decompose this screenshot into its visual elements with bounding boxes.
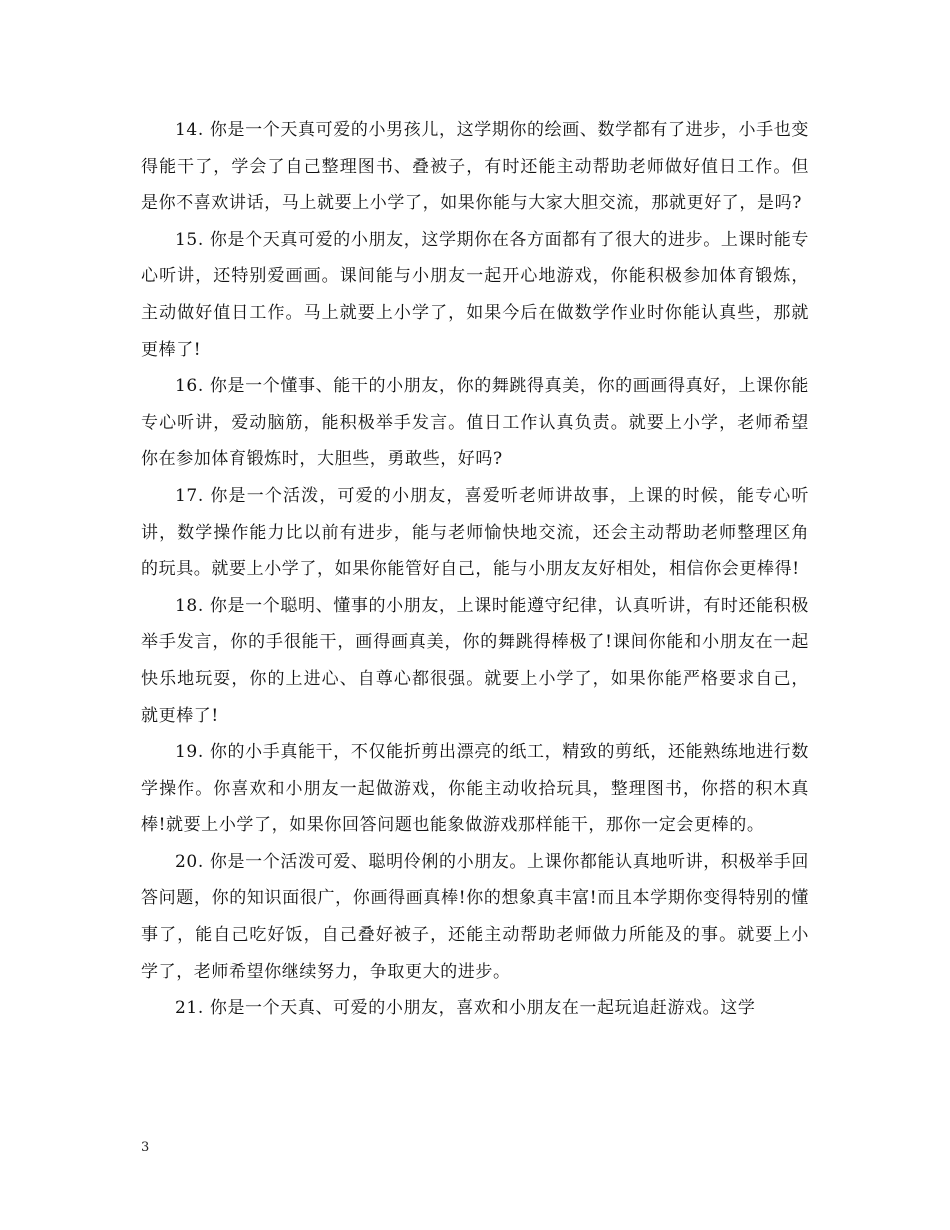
paragraph-18: 18. 你是一个聪明、懂事的小朋友，上课时能遵守纪律，认真听讲，有时还能积极举手发言，你的手很能干，画得画真美，你的舞跳得棒极了!课间你能和小朋友在一起快乐地玩耍，你的上进心、自尊心都很强。就要上小学了，如果你能严格要求自己，就更棒了! <box>141 595 809 726</box>
page-number: 3 <box>141 1140 150 1155</box>
paragraph-16: 16. 你是一个懂事、能干的小朋友，你的舞跳得真美，你的画画得真好，上课你能专心听讲，爱动脑筋，能积极举手发言。值日工作认真负责。就要上小学，老师希望你在参加体育锻炼时，大胆些，勇敢些，好吗? <box>141 376 809 470</box>
document-body <box>141 112 809 1027</box>
paragraph-19: 19. 你的小手真能干，不仅能折剪出漂亮的纸工，精致的剪纸，还能熟练地进行数学操作。你喜欢和小朋友一起做游戏，你能主动收拾玩具，整理图书，你搭的积木真棒!就要上小学了，如果你回答问题也能象做游戏那样能干，那你一定会更棒的。 <box>141 742 809 836</box>
paragraph-15: 15. 你是个天真可爱的小朋友，这学期你在各方面都有了很大的进步。上课时能专心听讲，还特别爱画画。课间能与小朋友一起开心地游戏，你能积极参加体育锻炼，主动做好值日工作。马上就要上小学了，如果今后在做数学作业时你能认真些，那就更棒了! <box>141 229 809 360</box>
paragraph-14: 14. 你是一个天真可爱的小男孩儿，这学期你的绘画、数学都有了进步，小手也变得能干了，学会了自己整理图书、叠被子，有时还能主动帮助老师做好值日工作。但是你不喜欢讲话，马上就要上小学了，如果你能与大家大胆交流，那就更好了，是吗? <box>141 120 809 214</box>
paragraph-20: 20. 你是一个活泼可爱、聪明伶俐的小朋友。上课你都能认真地听讲，积极举手回答问题，你的知识面很广，你画得画真棒!你的想象真丰富!而且本学期你变得特别的懂事了，能自己吃好饭，自己叠好被子，还能主动帮助老师做力所能及的事。就要上小学了，老师希望你继续努力，争取更大的进步。 <box>141 851 809 982</box>
paragraph-21: 21. 你是一个天真、可爱的小朋友，喜欢和小朋友在一起玩追赶游戏。这学 <box>175 998 756 1019</box>
paragraph-17: 17. 你是一个活泼，可爱的小朋友，喜爱听老师讲故事，上课的时候，能专心听讲，数学操作能力比以前有进步，能与老师愉快地交流，还会主动帮助老师整理区角的玩具。就要上小学了，如果你能管好自己，能与小朋友友好相处，相信你会更棒得! <box>141 485 809 580</box>
